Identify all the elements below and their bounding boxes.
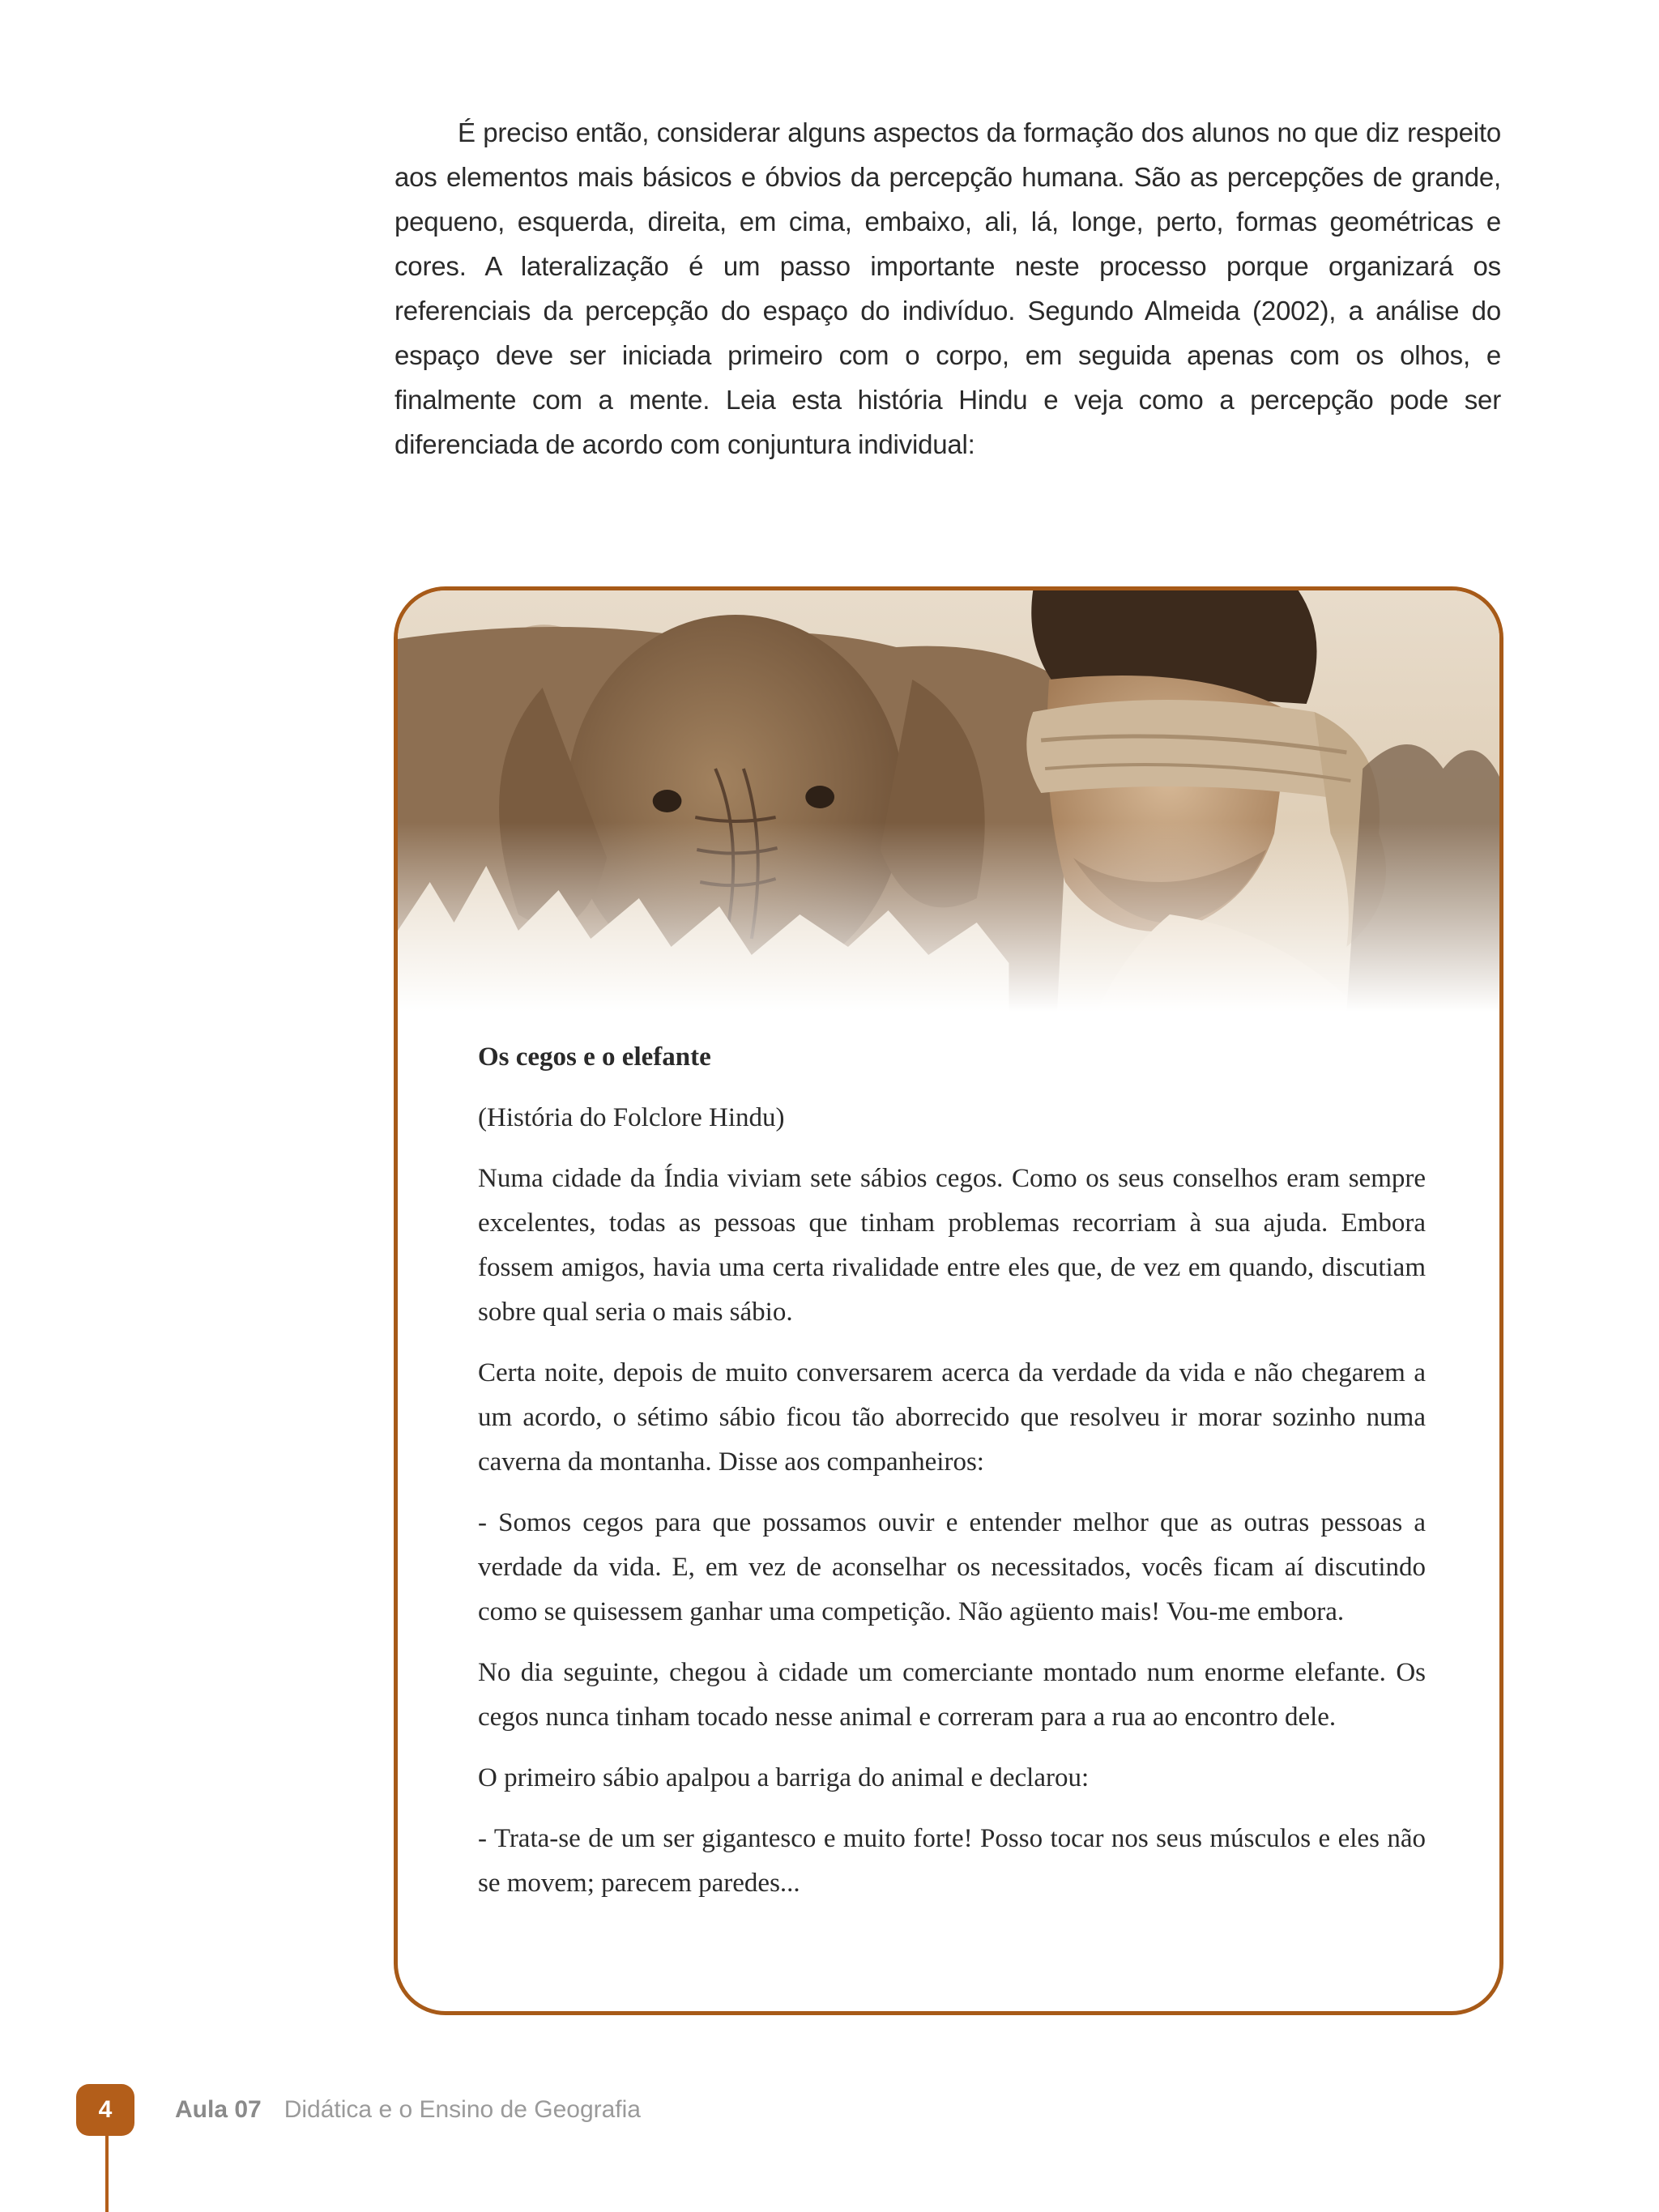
story-title: Os cegos e o elefante [478, 1042, 711, 1072]
lesson-label: Aula 07 [175, 2096, 262, 2123]
story-text [478, 1035, 1426, 1922]
story-paragraph: O primeiro sábio apalpou a barriga do animal e declarou: [478, 1763, 1090, 1792]
page-footer [76, 2085, 641, 2135]
story-box [394, 586, 1503, 2015]
story-paragraph: - Somos cegos para que possamos ouvir e entender melhor que as outras pessoas a verdade da vida. E, em vez de aconselhar os necessitados, vocês ficam aí discutindo como se quisessem ganhar uma competição. Não agüento mais! Vou-me embora. [478, 1508, 1426, 1626]
story-paragraph: Numa cidade da Índia viviam sete sábios cegos. Como os seus conselhos eram sempre excelentes, todas as pessoas que tinham problemas recorriam à sua ajuda. Embora fossem amigos, havia uma certa rivalidade entre eles que, de vez em quando, discutiam sobre qual seria o mais sábio. [478, 1164, 1426, 1327]
story-paragraph: - Trata-se de um ser gigantesco e muito forte! Posso tocar nos seus músculos e eles não se movem; parecem paredes... [478, 1824, 1426, 1898]
page-number: 4 [76, 2084, 134, 2136]
footer-rule [105, 2135, 109, 2212]
course-title: Didática e o Ensino de Geografia [284, 2096, 641, 2123]
story-subtitle: (História do Folclore Hindu) [478, 1103, 785, 1132]
elephant-blindfolded-man-photo [398, 590, 1499, 1012]
story-paragraph: Certa noite, depois de muito conversarem acerca da verdade da vida e não chegarem a um acordo, o sétimo sábio ficou tão aborrecido que resolveu ir morar sozinho numa caverna da montanha. Disse aos companheiros: [478, 1358, 1426, 1477]
story-paragraph: No dia seguinte, chegou à cidade um comerciante montado num enorme elefante. Os cegos nunca tinham tocado nesse animal e correram para a rua ao encontro dele. [478, 1658, 1426, 1732]
intro-paragraph: É preciso então, considerar alguns aspectos da formação dos alunos no que diz respeito aos elementos mais básicos e óbvios da percepção humana. São as percepções de grande, pequeno, esquerda, direita, em cima, embaixo, ali, lá, longe, perto, formas geométricas e cores. A lateralização é um passo importante neste processo porque organizará os referenciais da percepção do espaço do indivíduo. Segundo Almeida (2002), a análise do espaço deve ser iniciada primeiro com o corpo, em seguida apenas com os olhos, e finalmente com a mente. Leia esta história Hindu e veja como a percepção pode ser diferenciada de acordo com conjuntura individual: [394, 117, 1501, 459]
